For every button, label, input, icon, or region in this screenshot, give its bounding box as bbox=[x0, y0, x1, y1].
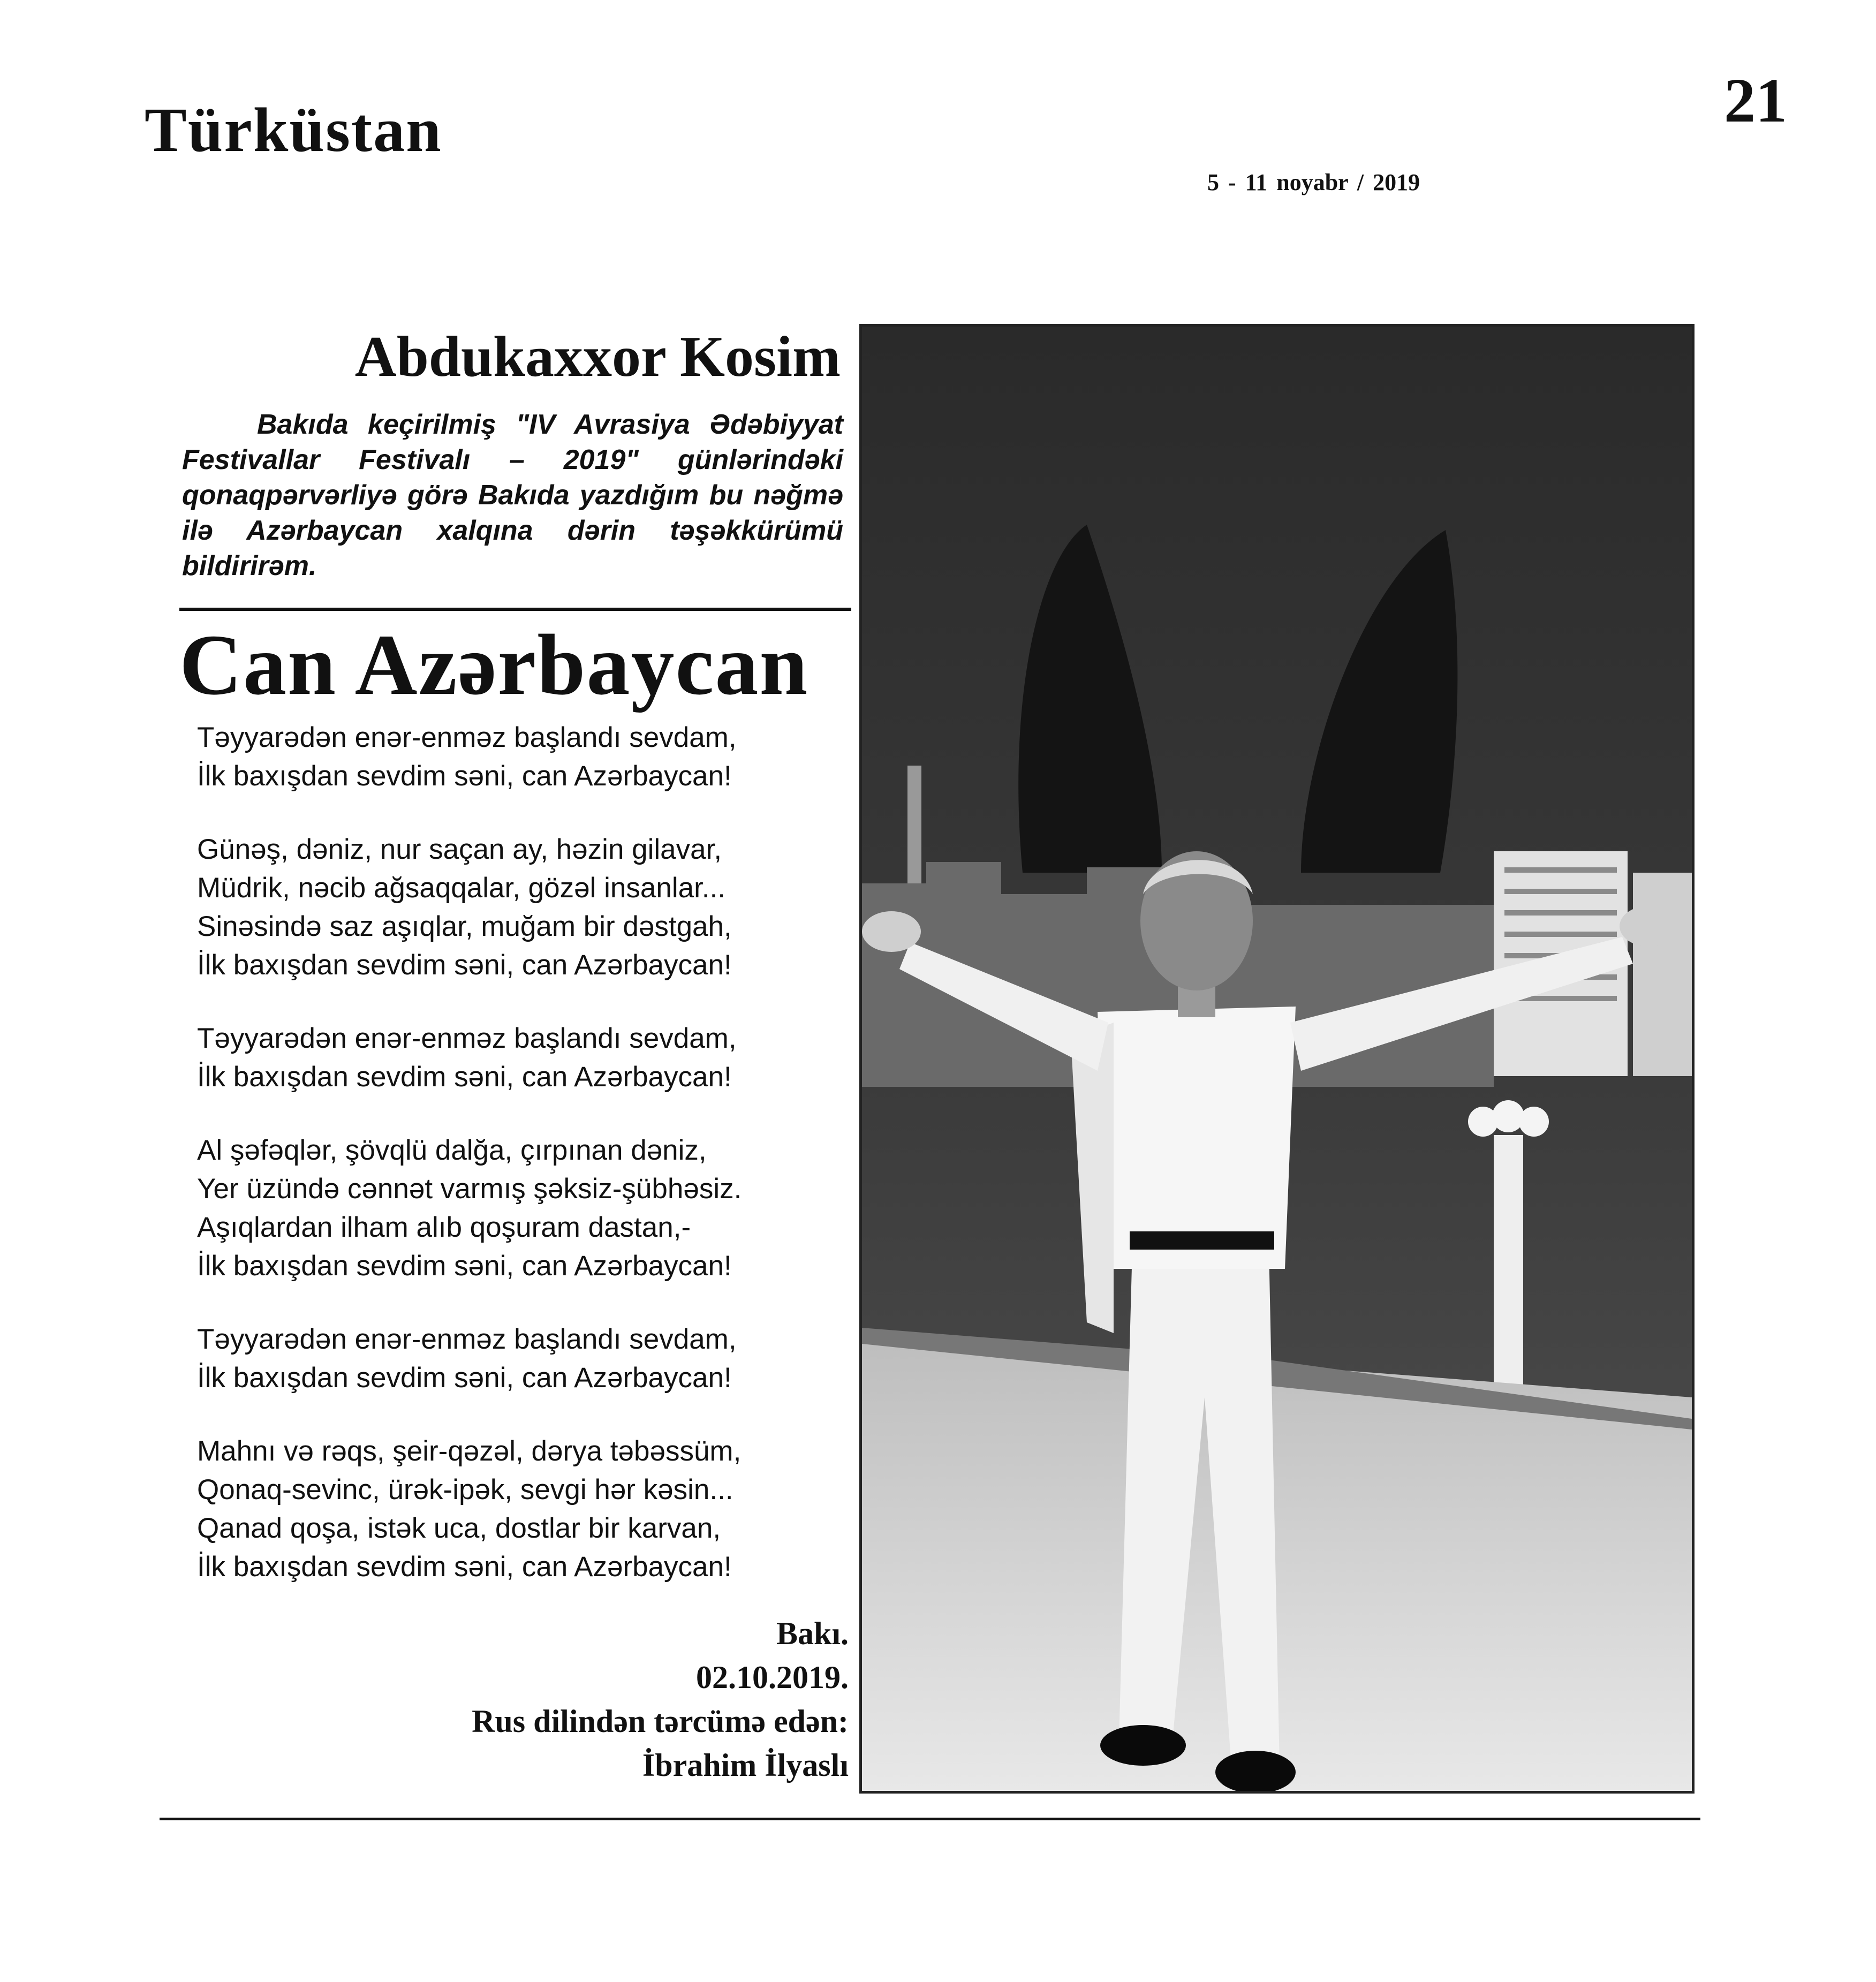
title-divider bbox=[179, 608, 851, 611]
poem-title: Can Azərbaycan bbox=[179, 617, 809, 713]
translator-name: İbrahim İlyaslı bbox=[642, 1748, 849, 1783]
stanza bbox=[197, 718, 850, 796]
poem-line: Sinəsində saz aşıqlar, muğam bir dəstgah, bbox=[197, 911, 732, 942]
poem-line: Al şəfəqlər, şövqlü dalğa, çırpınan dəniz, bbox=[197, 1134, 707, 1166]
bottom-divider bbox=[160, 1818, 1700, 1820]
author-photo bbox=[859, 324, 1695, 1794]
author-name: Abdukaxxor Kosim bbox=[354, 325, 841, 389]
poem-line: İlk baxışdan sevdim səni, can Azərbaycan! bbox=[197, 1061, 732, 1093]
translator-label: Rus dilindən tərcümə edən: bbox=[472, 1704, 849, 1739]
signoff-place: Bakı. bbox=[776, 1616, 849, 1651]
poem-line: Təyyarədən enər-enməz başlandı sevdam, bbox=[197, 1023, 737, 1054]
poem-body bbox=[197, 718, 850, 1621]
poem-line: Qanad qoşa, istək uca, dostlar bir karvan, bbox=[197, 1512, 721, 1544]
poem-line: İlk baxışdan sevdim səni, can Azərbaycan! bbox=[197, 1362, 732, 1394]
poem-line: Qonaq-sevinc, ürək-ipək, sevgi hər kəsin... bbox=[197, 1474, 733, 1506]
signoff-date: 02.10.2019. bbox=[696, 1660, 849, 1695]
page-number: 21 bbox=[1724, 65, 1787, 135]
poem-line: İlk baxışdan sevdim səni, can Azərbaycan! bbox=[197, 1250, 732, 1282]
poem-line: Təyyarədən enər-enməz başlandı sevdam, bbox=[197, 1323, 737, 1355]
intro-paragraph: Bakıda keçirilmiş "IV Avrasiya Ədəbiyyat Festivallar Festivalı – 2019" günlərindəki qonaqpərvərliyə görə Bakıda yazdığım bu nəğmə ilə Azərbaycan xalqına dərin təşəkkürümü bildirirəm. bbox=[182, 409, 843, 581]
poem-line: Təyyarədən enər-enməz başlandı sevdam, bbox=[197, 722, 737, 753]
poem-line: İlk baxışdan sevdim səni, can Azərbaycan! bbox=[197, 1551, 732, 1583]
poem-line: Müdrik, nəcib ağsaqqalar, gözəl insanlar... bbox=[197, 872, 725, 904]
masthead: Türküstan bbox=[145, 95, 442, 165]
stanza bbox=[197, 1019, 850, 1096]
poem-line: Yer üzündə cənnət varmış şəksiz-şübhəsiz. bbox=[197, 1173, 742, 1205]
stanza bbox=[197, 830, 850, 985]
stanza bbox=[197, 1131, 850, 1285]
poem-line: İlk baxışdan sevdim səni, can Azərbaycan! bbox=[197, 949, 732, 981]
issue-date: 5 - 11 noyabr / 2019 bbox=[1207, 169, 1420, 195]
stanza bbox=[197, 1432, 850, 1586]
poem-line: İlk baxışdan sevdim səni, can Azərbaycan! bbox=[197, 760, 732, 792]
poem-line: Aşıqlardan ilham alıb qoşuram dastan,- bbox=[197, 1212, 691, 1243]
poem-line: Mahnı və rəqs, şeir-qəzəl, dərya təbəssüm, bbox=[197, 1435, 742, 1467]
stanza bbox=[197, 1320, 850, 1397]
signoff bbox=[375, 1612, 849, 1787]
poem-line: Günəş, dəniz, nur saçan ay, həzin gilavar, bbox=[197, 834, 722, 865]
